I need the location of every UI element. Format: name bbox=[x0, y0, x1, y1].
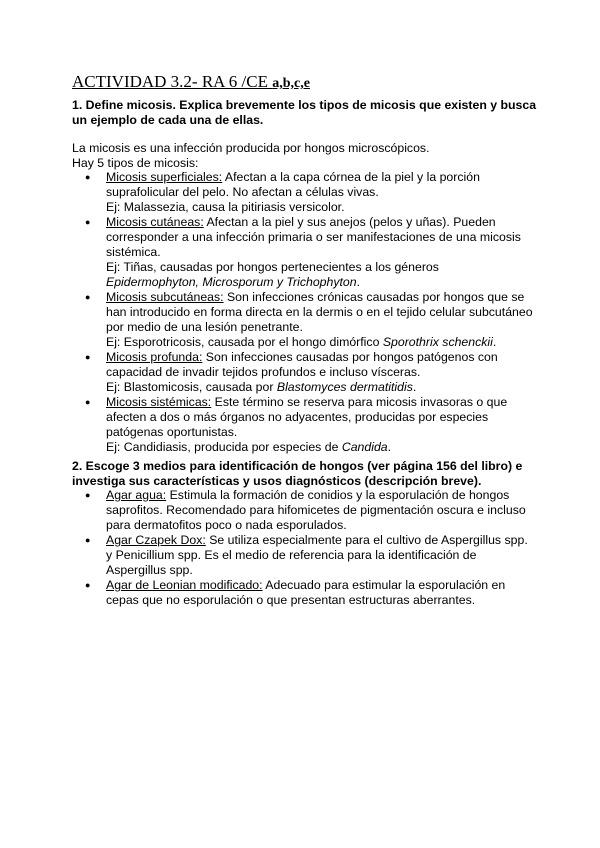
list-item bbox=[84, 533, 534, 578]
medium-term: Agar de Leonian modificado: bbox=[106, 578, 263, 592]
intro-line-1: La micosis es una infección producida por hongos microscópicos. bbox=[72, 141, 430, 155]
example-end: . bbox=[412, 380, 417, 394]
question-1-intro bbox=[72, 141, 532, 171]
example-text: Ej: Blastomicosis, causada por bbox=[106, 380, 277, 394]
list-item bbox=[84, 290, 534, 350]
culture-media-list bbox=[84, 488, 534, 608]
list-item bbox=[84, 395, 534, 455]
mycosis-description: Afectan a la piel y sus anejos (pelos y uñas). Pueden corresponder a una infección primaria o ser manifestaciones de una micosis sistémica. bbox=[106, 215, 521, 259]
medium-description: Estimula la formación de conidios y la esporulación de hongos saprofitos. Recomendado para hifomicetes de pigmentación oscura e incluso para dermatofitos poco o nada esporulados. bbox=[106, 488, 526, 532]
example-end: . bbox=[356, 275, 361, 289]
example-italic: Sporothrix schenckii bbox=[382, 335, 493, 349]
list-item bbox=[84, 215, 534, 290]
mycosis-description: Afectan a la capa córnea de la piel y la porción suprafolicular del pelo. No afectan a células vivas. bbox=[106, 170, 480, 199]
example-end: . bbox=[492, 335, 497, 349]
mycosis-description: Son infecciones crónicas causadas por hongos que se han introducido en forma directa en la dermis o en el tejido celular subcutáneo por medio de una lesión penetrante. bbox=[106, 290, 533, 334]
list-item bbox=[84, 170, 534, 215]
mycosis-description: Este término se reserva para micosis invasoras o que afecten a dos o más órganos no adyacentes, producidas por especies patógenas oportunistas. bbox=[106, 395, 508, 439]
question-1-heading: 1. Define micosis. Explica brevemente los tipos de micosis que existen y busca un ejemplo de cada una de ellas. bbox=[72, 98, 537, 127]
mycosis-example bbox=[106, 380, 534, 395]
list-item bbox=[84, 488, 534, 533]
medium-term: Agar agua: bbox=[106, 488, 167, 502]
mycosis-term: Micosis cutáneas: bbox=[106, 215, 204, 229]
mycosis-term: Micosis subcutáneas: bbox=[106, 290, 224, 304]
example-end: . bbox=[387, 440, 392, 454]
example-text: Ej: Malassezia, causa la pitiriasis versicolor. bbox=[106, 200, 345, 214]
example-text: Ej: Tiñas, causadas por hongos pertenecientes a los géneros bbox=[106, 260, 439, 274]
mycosis-example bbox=[106, 440, 534, 455]
intro-line-2: Hay 5 tipos de micosis: bbox=[72, 156, 199, 170]
mycosis-types-list bbox=[84, 170, 534, 455]
mycosis-example bbox=[106, 200, 534, 215]
example-italic: Epidermophyton, Microsporum y Trichophyton bbox=[106, 275, 357, 289]
activity-title bbox=[72, 72, 310, 92]
example-italic: Candida bbox=[341, 440, 388, 454]
medium-term: Agar Czapek Dox: bbox=[106, 533, 206, 547]
mycosis-term: Micosis sistémicas: bbox=[106, 395, 212, 409]
question-2-heading: 2. Escoge 3 medios para identificación de hongos (ver página 156 del libro) e investiga sus características y usos diagnósticos (descripción breve). bbox=[72, 459, 523, 488]
mycosis-example bbox=[106, 335, 534, 350]
list-item bbox=[84, 350, 534, 395]
example-text: Ej: Esporotricosis, causada por el hongo dimórfico bbox=[106, 335, 383, 349]
mycosis-example bbox=[106, 260, 534, 290]
mycosis-term: Micosis superficiales: bbox=[106, 170, 223, 184]
activity-title-suffix: a,b,c,e bbox=[272, 76, 310, 91]
medium-description: Adecuado para estimular la esporulación en cepas que no esporulación o que presentan estructuras aberrantes. bbox=[106, 578, 506, 607]
mycosis-term: Micosis profunda: bbox=[106, 350, 203, 364]
medium-description: Se utiliza especialmente para el cultivo de Aspergillus spp. y Penicillium spp. Es el medio de referencia para la identificación de Aspergillus spp. bbox=[106, 533, 528, 577]
list-item bbox=[84, 578, 534, 608]
example-text: Ej: Candidiasis, producida por especies de bbox=[106, 440, 342, 454]
mycosis-description: Son infecciones causadas por hongos patógenos con capacidad de invadir tejidos profundos e incluso vísceras. bbox=[106, 350, 498, 379]
activity-title-main: ACTIVIDAD 3.2- RA 6 /CE bbox=[72, 72, 268, 91]
example-italic: Blastomyces dermatitidis bbox=[276, 380, 413, 394]
